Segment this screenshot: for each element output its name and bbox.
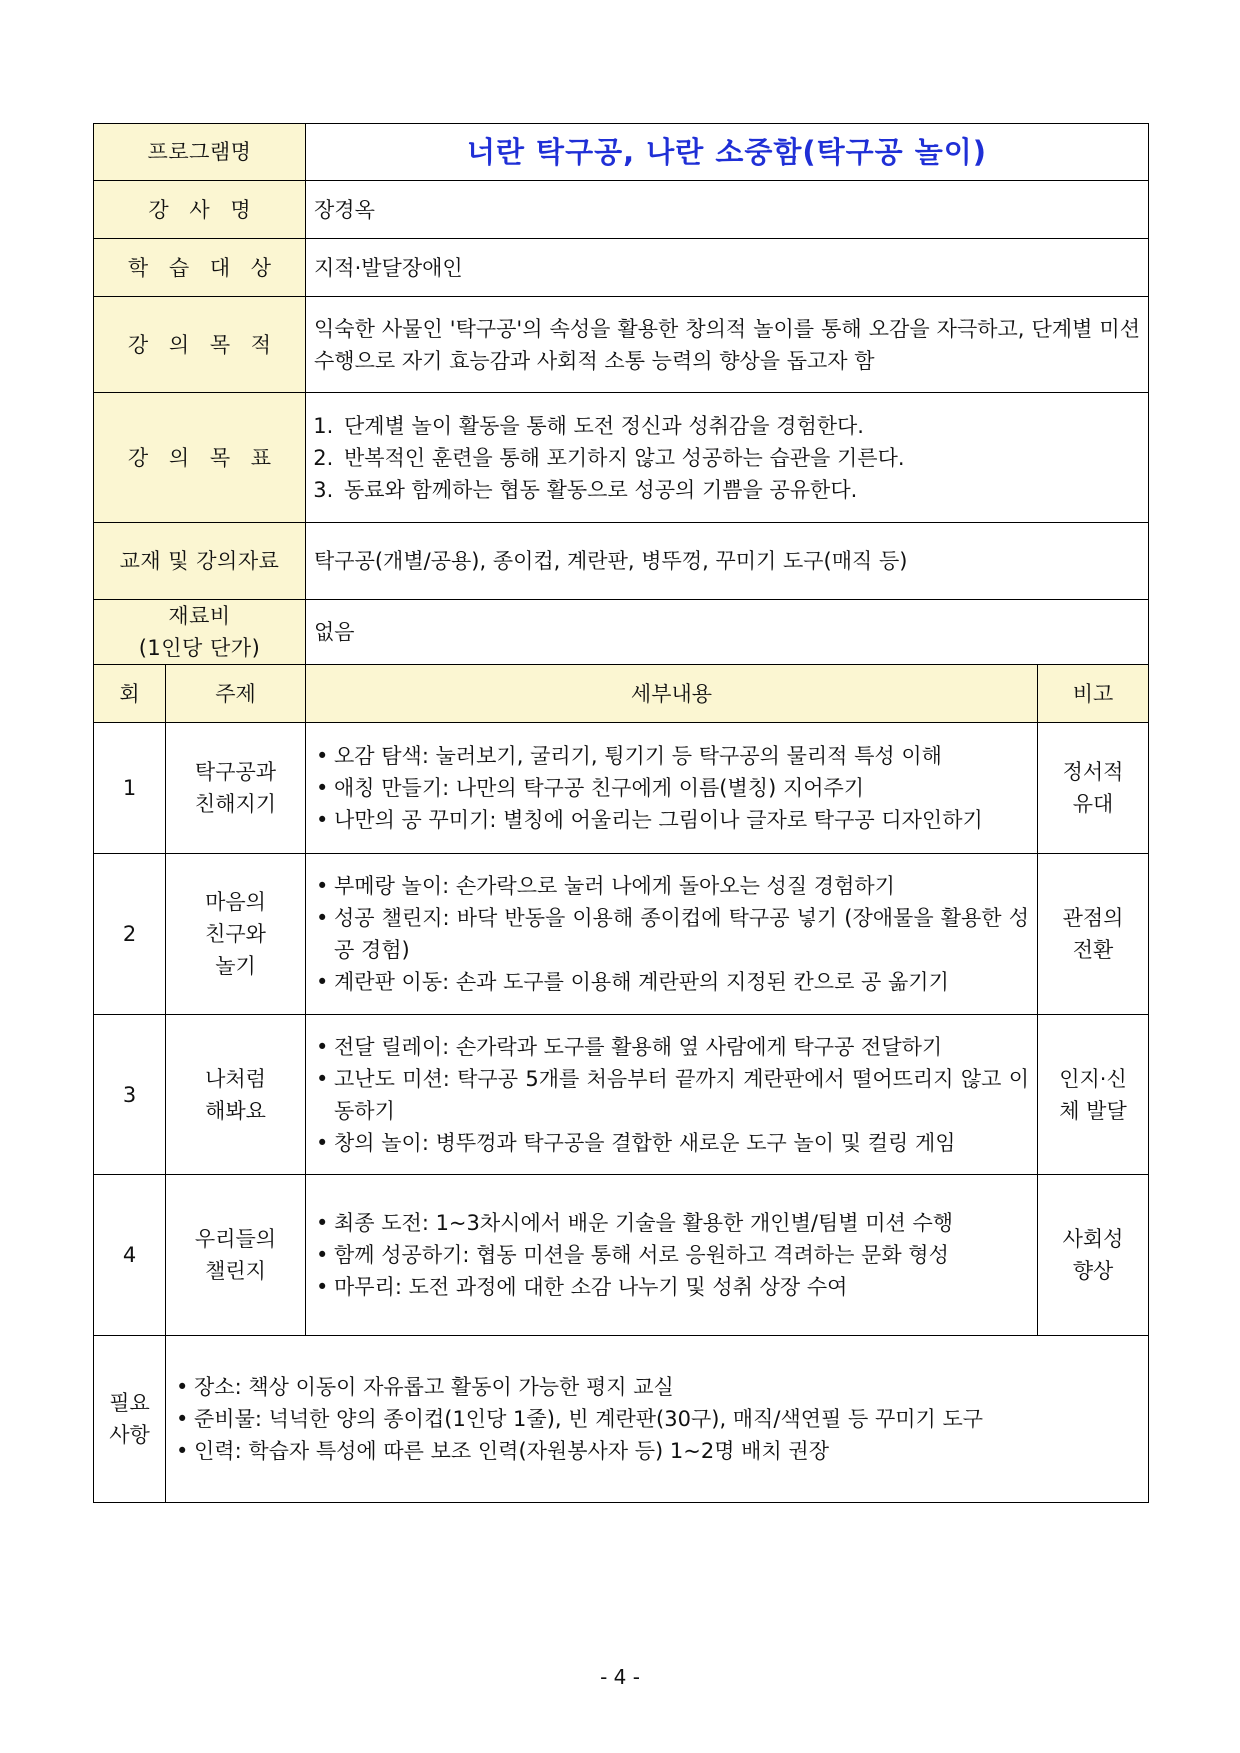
table-row	[94, 854, 1149, 1015]
session-number: 3	[94, 1015, 166, 1175]
target-value: 지적·발달장애인	[306, 239, 1149, 297]
goals-cell	[306, 393, 1149, 523]
requirements-label-line: 필요	[109, 1391, 150, 1415]
note-line: 전환	[1072, 938, 1114, 962]
session-details	[306, 1015, 1038, 1175]
note-line: 정서적	[1062, 760, 1124, 784]
purpose-label: 강 의 목 적	[94, 297, 306, 393]
session-number: 4	[94, 1175, 166, 1336]
list-item: • 최종 도전: 1~3차시에서 배운 기술을 활용한 개인별/팀별 미션 수행	[334, 1207, 1029, 1239]
goal-item: 1. 단계별 놀이 활동을 통해 도전 정신과 성취감을 경험한다.	[340, 410, 1148, 442]
details-list	[306, 1031, 1037, 1159]
program-info-table	[93, 123, 1149, 1503]
topic-line: 친해지기	[194, 792, 277, 816]
list-item: • 나만의 공 꾸미기: 별칭에 어울리는 그림이나 글자로 탁구공 디자인하기	[334, 804, 1029, 836]
materials-value: 탁구공(개별/공용), 종이컵, 계란판, 병뚜껑, 꾸미기 도구(매직 등)	[306, 523, 1149, 600]
schedule-header-row	[94, 665, 1149, 723]
table-row	[94, 1175, 1149, 1336]
list-item: • 고난도 미션: 탁구공 5개를 처음부터 끝까지 계란판에서 떨어뜨리지 않고 이동하기	[334, 1063, 1029, 1127]
requirements-label	[94, 1336, 166, 1503]
instructor-label: 강 사 명	[94, 181, 306, 239]
list-item: • 부메랑 놀이: 손가락으로 눌러 나에게 돌아오는 성질 경험하기	[334, 870, 1029, 902]
page-number: - 4 -	[600, 1665, 640, 1689]
col-note: 비고	[1038, 665, 1149, 723]
topic-line: 탁구공과	[194, 760, 277, 784]
requirements-row	[94, 1336, 1149, 1503]
list-item: • 마무리: 도전 과정에 대한 소감 나누기 및 성취 상장 수여	[334, 1271, 1029, 1303]
goals-label: 강 의 목 표	[94, 393, 306, 523]
details-list	[306, 870, 1037, 998]
col-session: 회	[94, 665, 166, 723]
session-topic	[166, 723, 306, 854]
list-item: • 함께 성공하기: 협동 미션을 통해 서로 응원하고 격려하는 문화 형성	[334, 1239, 1029, 1271]
list-item: • 성공 챌린지: 바닥 반동을 이용해 종이컵에 탁구공 넣기 (장애물을 활용한 성공 경험)	[334, 902, 1029, 966]
list-item: • 계란판 이동: 손과 도구를 이용해 계란판의 지정된 칸으로 공 옮기기	[334, 966, 1029, 998]
list-item: • 애칭 만들기: 나만의 탁구공 친구에게 이름(별칭) 지어주기	[334, 772, 1029, 804]
lesson-plan-sheet	[93, 123, 1148, 1503]
list-item: • 창의 놀이: 병뚜껑과 탁구공을 결합한 새로운 도구 놀이 및 컬링 게임	[334, 1127, 1029, 1159]
topic-line: 마음의	[205, 890, 266, 914]
session-note	[1038, 1015, 1149, 1175]
requirements-list	[166, 1371, 1148, 1467]
materials-label: 교재 및 강의자료	[94, 523, 306, 600]
session-note	[1038, 723, 1149, 854]
fee-value: 없음	[306, 600, 1149, 665]
topic-line: 나처럼	[205, 1066, 266, 1091]
goal-item: 2. 반복적인 훈련을 통해 포기하지 않고 성공하는 습관을 기른다.	[340, 442, 1148, 474]
fee-label-line: (1인당 단가)	[138, 636, 261, 660]
note-line: 관점의	[1062, 906, 1124, 930]
session-number: 2	[94, 854, 166, 1015]
topic-line: 친구와	[205, 922, 266, 946]
goals-list	[306, 410, 1148, 506]
session-topic	[166, 854, 306, 1015]
col-details: 세부내용	[306, 665, 1038, 723]
requirements-content	[166, 1336, 1149, 1503]
program-name-label: 프로그램명	[94, 124, 306, 181]
session-details	[306, 723, 1038, 854]
note-line: 체 발달	[1059, 1098, 1127, 1123]
list-item: • 오감 탐색: 눌러보기, 굴리기, 튕기기 등 탁구공의 물리적 특성 이해	[334, 740, 1029, 772]
session-details	[306, 854, 1038, 1015]
session-number: 1	[94, 723, 166, 854]
session-details	[306, 1175, 1038, 1336]
details-list	[306, 740, 1037, 836]
session-topic	[166, 1015, 306, 1175]
note-line: 향상	[1072, 1259, 1114, 1283]
topic-line: 챌린지	[205, 1259, 266, 1283]
topic-line: 우리들의	[194, 1227, 277, 1251]
list-item: • 장소: 책상 이동이 자유롭고 활동이 가능한 평지 교실	[194, 1371, 1140, 1403]
requirements-label-line: 사항	[109, 1423, 150, 1447]
note-line: 인지·신	[1059, 1066, 1127, 1091]
table-row	[94, 1015, 1149, 1175]
fee-label	[94, 600, 306, 665]
fee-label-line: 재료비	[168, 604, 231, 628]
goal-item: 3. 동료와 함께하는 협동 활동으로 성공의 기쁨을 공유한다.	[340, 474, 1148, 506]
session-topic	[166, 1175, 306, 1336]
note-line: 사회성	[1062, 1227, 1124, 1251]
table-row	[94, 723, 1149, 854]
list-item: • 전달 릴레이: 손가락과 도구를 활용해 옆 사람에게 탁구공 전달하기	[334, 1031, 1029, 1063]
list-item: • 인력: 학습자 특성에 따른 보조 인력(자원봉사자 등) 1~2명 배치 권장	[194, 1435, 1140, 1467]
topic-line: 놀기	[215, 954, 256, 978]
purpose-value: 익숙한 사물인 '탁구공'의 속성을 활용한 창의적 놀이를 통해 오감을 자극하고, 단계별 미션 수행으로 자기 효능감과 사회적 소통 능력의 향상을 돕고자 함	[306, 297, 1149, 393]
topic-line: 해봐요	[205, 1098, 266, 1123]
session-note	[1038, 1175, 1149, 1336]
session-note	[1038, 854, 1149, 1015]
details-list	[306, 1207, 1037, 1303]
note-line: 유대	[1072, 792, 1114, 816]
program-title: 너란 탁구공, 나란 소중함(탁구공 놀이)	[306, 124, 1149, 181]
target-label: 학 습 대 상	[94, 239, 306, 297]
instructor-value: 장경옥	[306, 181, 1149, 239]
col-topic: 주제	[166, 665, 306, 723]
list-item: • 준비물: 넉넉한 양의 종이컵(1인당 1줄), 빈 계란판(30구), 매직/색연필 등 꾸미기 도구	[194, 1403, 1140, 1435]
